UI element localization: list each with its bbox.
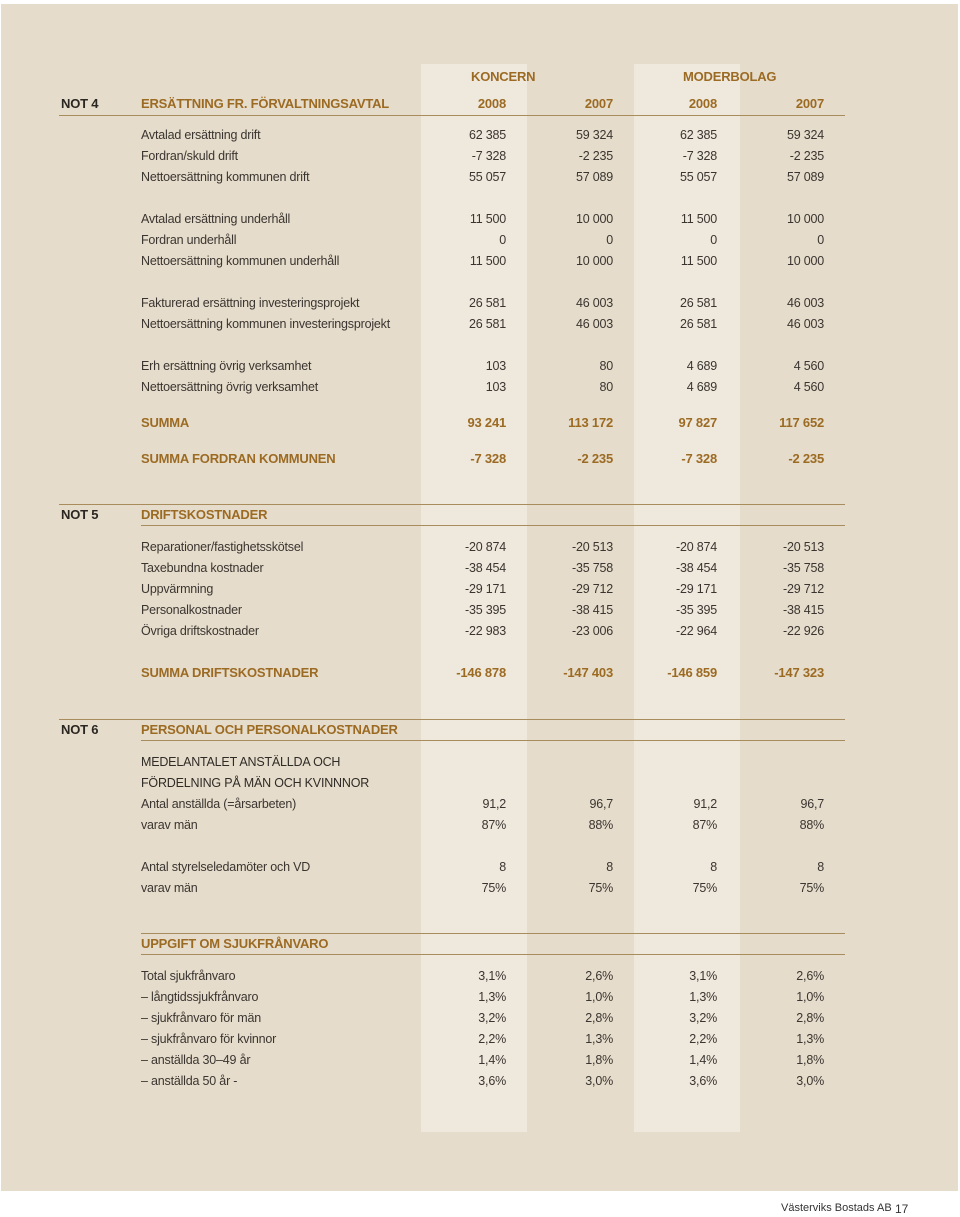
not6-top-divider [59, 719, 845, 720]
table-row [0, 147, 960, 165]
row-label: SUMMA [141, 415, 190, 430]
row-value: 0 [817, 233, 824, 247]
row-value: 26 581 [679, 296, 717, 310]
row-label: Nettoersättning övrig verksamhet [141, 380, 319, 394]
row-value: -38 454 [465, 561, 506, 575]
row-value: 4 689 [686, 359, 717, 373]
summa-row [0, 414, 960, 432]
row-value: -29 171 [676, 582, 717, 596]
row-value: 8 [817, 860, 824, 874]
row-value: -29 171 [465, 582, 506, 596]
row-value: 1,3% [796, 1032, 824, 1046]
row-value: 11 500 [469, 212, 506, 226]
not5-divider [141, 525, 845, 526]
row-value: -29 712 [572, 582, 613, 596]
row-value: 2,8% [585, 1011, 613, 1025]
row-value: 10 000 [786, 212, 824, 226]
row-value: -22 964 [676, 624, 717, 638]
not6-title: PERSONAL OCH PERSONALKOSTNADER [141, 722, 398, 737]
year-header-koncern-2008: 2008 [477, 96, 506, 111]
row-value: -20 513 [783, 540, 824, 554]
row-value: -7 328 [470, 451, 506, 466]
row-value: 10 000 [575, 254, 613, 268]
row-value: 62 385 [468, 128, 506, 142]
row-value: 117 652 [779, 415, 824, 430]
row-value: 2,2% [689, 1032, 717, 1046]
row-value: 0 [606, 233, 613, 247]
row-value: 4 689 [686, 380, 717, 394]
row-value: -7 328 [682, 149, 717, 163]
table-row [0, 580, 960, 598]
row-value: -22 926 [783, 624, 824, 638]
row-value: 3,0% [796, 1074, 824, 1088]
row-value: 46 003 [786, 296, 824, 310]
row-value: 75% [588, 881, 613, 895]
row-label: Övriga driftskostnader [141, 624, 259, 638]
row-value: 1,8% [796, 1053, 824, 1067]
row-value: 1,3% [585, 1032, 613, 1046]
row-label: Antal styrelseledamöter och VD [141, 860, 311, 874]
row-value: 2,8% [796, 1011, 824, 1025]
row-value: 88% [588, 818, 613, 832]
row-label: Avtalad ersättning underhåll [141, 212, 291, 226]
table-row [0, 879, 960, 897]
row-value: 91,2 [693, 797, 717, 811]
row-value: 4 560 [793, 380, 824, 394]
table-row [0, 858, 960, 876]
row-value: 113 172 [568, 415, 613, 430]
row-value: -146 878 [456, 665, 506, 680]
not6-subheading-line1: MEDELANTALET ANSTÄLLDA OCH [141, 755, 341, 769]
table-row [0, 1030, 960, 1048]
row-value: 91,2 [482, 797, 506, 811]
row-value: 10 000 [575, 212, 613, 226]
row-value: 46 003 [575, 296, 613, 310]
row-label: varav män [141, 818, 198, 832]
row-label: Total sjukfrånvaro [141, 969, 236, 983]
row-value: 96,7 [589, 797, 613, 811]
row-value: 59 324 [786, 128, 824, 142]
row-value: 26 581 [679, 317, 717, 331]
row-value: 80 [599, 359, 613, 373]
row-value: -147 403 [563, 665, 613, 680]
not4-divider [59, 115, 845, 116]
table-row [0, 126, 960, 144]
row-value: 87% [481, 818, 506, 832]
table-row [0, 1009, 960, 1027]
not6-number: NOT 6 [61, 722, 99, 737]
footer-company: Västerviks Bostads AB [781, 1202, 892, 1214]
not5-title: DRIFTSKOSTNADER [141, 507, 268, 522]
row-label: Fordran/skuld drift [141, 149, 238, 163]
table-row [0, 601, 960, 619]
summa-driftskostnader-row [0, 664, 960, 682]
row-value: 1,3% [478, 990, 506, 1004]
row-value: 55 057 [679, 170, 717, 184]
row-label: Reparationer/fastighetsskötsel [141, 540, 304, 554]
table-row [0, 378, 960, 396]
row-value: 1,4% [689, 1053, 717, 1067]
row-value: 46 003 [786, 317, 824, 331]
row-value: 11 500 [680, 212, 717, 226]
row-label: – anställda 30–49 år [141, 1053, 251, 1067]
row-value: -38 415 [572, 603, 613, 617]
not5-number: NOT 5 [61, 507, 99, 522]
table-row [0, 967, 960, 985]
row-label: Nettoersättning kommunen underhåll [141, 254, 340, 268]
row-value: 3,2% [478, 1011, 506, 1025]
table-row [0, 1051, 960, 1069]
row-value: 0 [499, 233, 506, 247]
row-label: Avtalad ersättning drift [141, 128, 261, 142]
moderbolag-header: MODERBOLAG [683, 69, 777, 84]
row-value: 96,7 [800, 797, 824, 811]
row-value: 1,8% [585, 1053, 613, 1067]
row-value: -20 513 [572, 540, 613, 554]
row-value: 1,0% [796, 990, 824, 1004]
table-row [0, 210, 960, 228]
table-row [0, 231, 960, 249]
row-value: 46 003 [575, 317, 613, 331]
not4-number: NOT 4 [61, 96, 99, 111]
table-row [0, 357, 960, 375]
row-value: -35 758 [783, 561, 824, 575]
row-value: -23 006 [572, 624, 613, 638]
row-label: Fordran underhåll [141, 233, 237, 247]
row-value: 75% [799, 881, 824, 895]
row-value: 8 [499, 860, 506, 874]
row-label: Antal anställda (=årsarbeten) [141, 797, 297, 811]
column-group-header-row [0, 68, 960, 86]
row-value: 3,6% [478, 1074, 506, 1088]
row-value: 11 500 [469, 254, 506, 268]
row-value: 97 827 [678, 415, 717, 430]
row-label: – anställda 50 år - [141, 1074, 238, 1088]
not6-subheading-2 [0, 774, 960, 792]
table-row [0, 315, 960, 333]
row-value: -2 235 [789, 149, 824, 163]
row-value: 75% [481, 881, 506, 895]
row-value: 93 241 [467, 415, 506, 430]
sjuk-title: UPPGIFT OM SJUKFRÅNVARO [141, 936, 329, 951]
row-value: 57 089 [786, 170, 824, 184]
row-value: 3,2% [689, 1011, 717, 1025]
not4-title: ERSÄTTNING FR. FÖRVALTNINGSAVTAL [141, 96, 390, 111]
row-value: -35 395 [676, 603, 717, 617]
row-label: – långtidssjukfrånvaro [141, 990, 259, 1004]
row-value: -35 758 [572, 561, 613, 575]
row-value: -35 395 [465, 603, 506, 617]
row-value: 2,2% [478, 1032, 506, 1046]
row-value: -20 874 [676, 540, 717, 554]
row-label: SUMMA FORDRAN KOMMUNEN [141, 451, 336, 466]
not6-divider [141, 740, 845, 741]
row-value: 11 500 [680, 254, 717, 268]
row-value: -2 235 [578, 149, 613, 163]
row-value: 1,3% [689, 990, 717, 1004]
row-value: 1,4% [478, 1053, 506, 1067]
year-header-moderbolag-2008: 2008 [688, 96, 717, 111]
row-value: -2 235 [788, 451, 824, 466]
row-value: -38 415 [783, 603, 824, 617]
row-value: 26 581 [468, 296, 506, 310]
row-value: 8 [606, 860, 613, 874]
koncern-header: KONCERN [471, 69, 536, 84]
row-value: 8 [710, 860, 717, 874]
row-value: -147 323 [774, 665, 824, 680]
page-number: 17 [895, 1202, 909, 1216]
row-value: 1,0% [585, 990, 613, 1004]
row-value: -2 235 [577, 451, 613, 466]
not5-header-row [0, 506, 960, 524]
row-value: 2,6% [585, 969, 613, 983]
summa-fordran-row [0, 450, 960, 468]
row-label: Taxebundna kostnader [141, 561, 264, 575]
table-row [0, 538, 960, 556]
row-value: -7 328 [471, 149, 506, 163]
row-value: 3,6% [689, 1074, 717, 1088]
row-value: 2,6% [796, 969, 824, 983]
row-value: 3,1% [478, 969, 506, 983]
table-row [0, 622, 960, 640]
table-row [0, 559, 960, 577]
sjuk-top-divider [141, 933, 845, 934]
row-value: -20 874 [465, 540, 506, 554]
row-value: 80 [599, 380, 613, 394]
table-row [0, 816, 960, 834]
row-value: 57 089 [575, 170, 613, 184]
row-value: 26 581 [468, 317, 506, 331]
table-row [0, 168, 960, 186]
table-row [0, 252, 960, 270]
not4-header-row [0, 95, 960, 113]
row-value: -22 983 [465, 624, 506, 638]
row-value: 3,1% [689, 969, 717, 983]
row-label: Personalkostnader [141, 603, 242, 617]
sjuk-divider [141, 954, 845, 955]
row-value: -7 328 [681, 451, 717, 466]
row-label: Fakturerad ersättning investeringsprojekt [141, 296, 360, 310]
not6-subheading-line2: FÖRDELNING PÅ MÄN OCH KVINNNOR [141, 776, 370, 790]
table-row [0, 1072, 960, 1090]
row-value: 75% [692, 881, 717, 895]
row-label: – sjukfrånvaro för kvinnor [141, 1032, 277, 1046]
row-value: 3,0% [585, 1074, 613, 1088]
not6-subheading-1 [0, 753, 960, 771]
row-value: 59 324 [575, 128, 613, 142]
row-label: SUMMA DRIFTSKOSTNADER [141, 665, 319, 680]
row-label: Nettoersättning kommunen investeringsprojekt [141, 317, 390, 331]
not5-top-divider [59, 504, 845, 505]
year-header-moderbolag-2007: 2007 [795, 96, 824, 111]
row-value: 55 057 [468, 170, 506, 184]
row-label: Uppvärmning [141, 582, 214, 596]
row-label: – sjukfrånvaro för män [141, 1011, 261, 1025]
not6-header-row [0, 721, 960, 739]
row-value: -146 859 [667, 665, 717, 680]
table-row [0, 795, 960, 813]
row-label: varav män [141, 881, 198, 895]
row-value: 10 000 [786, 254, 824, 268]
table-row [0, 294, 960, 312]
row-value: 103 [485, 359, 506, 373]
row-label: Nettoersättning kommunen drift [141, 170, 310, 184]
sjuk-header-row [0, 935, 960, 953]
row-label: Erh ersättning övrig verksamhet [141, 359, 312, 373]
table-row [0, 988, 960, 1006]
year-header-koncern-2007: 2007 [584, 96, 613, 111]
row-value: 0 [710, 233, 717, 247]
row-value: 103 [485, 380, 506, 394]
row-value: -29 712 [783, 582, 824, 596]
row-value: 88% [799, 818, 824, 832]
row-value: 4 560 [793, 359, 824, 373]
row-value: 87% [692, 818, 717, 832]
row-value: -38 454 [676, 561, 717, 575]
row-value: 62 385 [679, 128, 717, 142]
